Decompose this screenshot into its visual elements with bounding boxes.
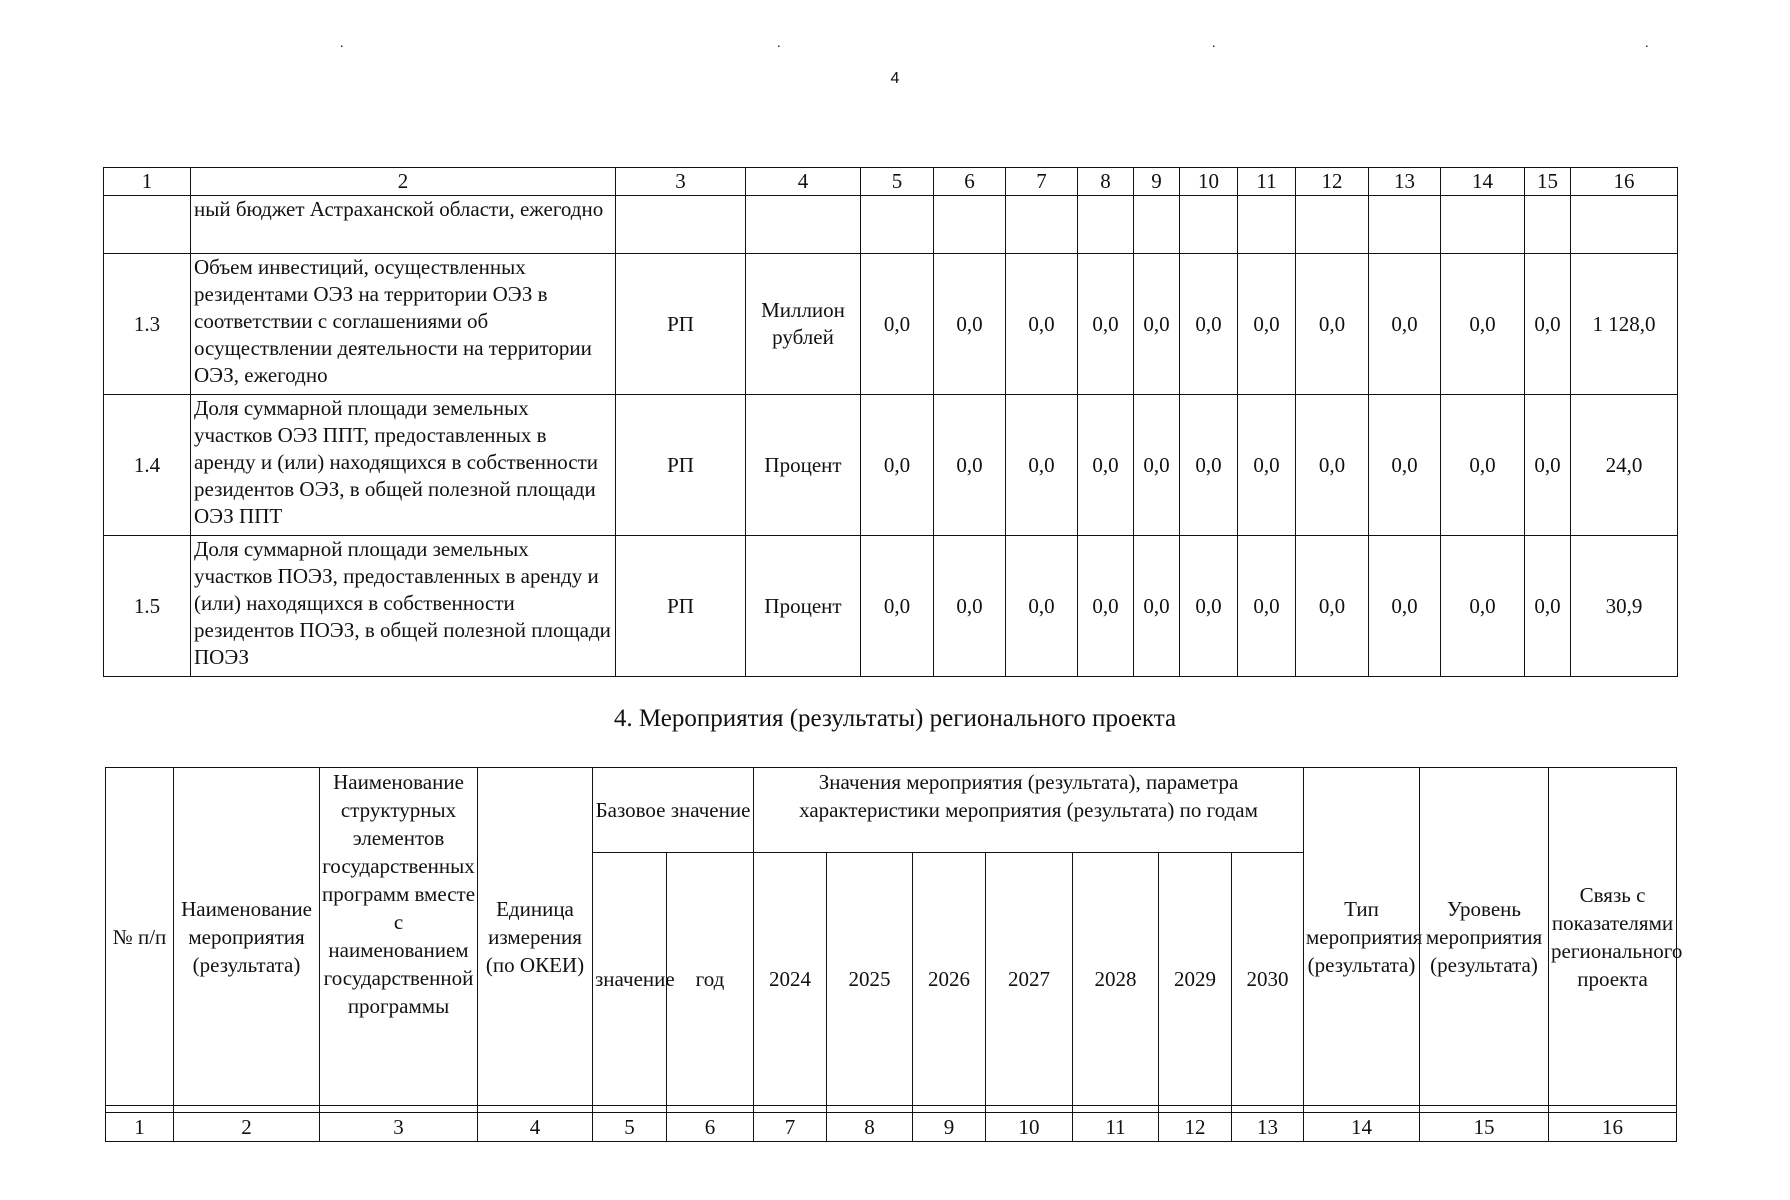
header-structural-elements: Наименование структурных элементов государственных программ вместе с наименованием государственной программы [320,768,478,1106]
indicator-value: 0,0 [1134,536,1180,677]
indicator-value: 0,0 [1296,254,1369,395]
indicator-value: 0,0 [1006,536,1078,677]
indicator-value: 0,0 [861,254,934,395]
indicator-value: 0,0 [1006,254,1078,395]
column-number: 7 [1006,168,1078,196]
indicator-value: 0,0 [1296,395,1369,536]
indicator-value [1441,196,1525,254]
indicator-value [1571,196,1678,254]
header-year: 2025 [827,853,913,1106]
indicator-value: 0,0 [1180,395,1238,536]
column-number: 3 [320,1113,478,1142]
column-number: 15 [1420,1113,1549,1142]
column-number: 12 [1159,1113,1232,1142]
column-number: 16 [1549,1113,1677,1142]
indicator-value: 0,0 [934,254,1006,395]
column-number: 2 [174,1113,320,1142]
column-number: 5 [861,168,934,196]
column-number: 11 [1238,168,1296,196]
indicator-value [1078,196,1134,254]
column-number: 9 [913,1113,986,1142]
indicator-name: Объем инвестиций, осуществленных резидентами ОЭЗ на территории ОЭЗ в соответствии с соглашениями об осуществлении деятельности на территории ОЭЗ, ежегодно [191,254,616,395]
indicator-value: 0,0 [1525,395,1571,536]
indicator-name: Доля суммарной площади земельных участков ОЭЗ ППТ, предоставленных в аренду и (или) находящихся в собственности резидентов ОЭЗ, в общей полезной площади ОЭЗ ППТ [191,395,616,536]
indicator-level: РП [616,254,746,395]
section-title: 4. Мероприятия (результаты) регионального проекта [613,705,1177,732]
indicator-unit: Процент [746,395,861,536]
column-number: 4 [478,1113,593,1142]
column-number: 8 [827,1113,913,1142]
indicator-value: 0,0 [934,395,1006,536]
column-number: 13 [1369,168,1441,196]
header-year: 2027 [986,853,1073,1106]
indicator-value: 0,0 [934,536,1006,677]
indicator-value: 0,0 [1238,395,1296,536]
column-number: 4 [746,168,861,196]
column-number: 6 [667,1113,754,1142]
indicator-value [1238,196,1296,254]
column-number: 16 [1571,168,1678,196]
scan-dot: . [1645,36,1649,51]
indicator-value [861,196,934,254]
indicator-value: 0,0 [1006,395,1078,536]
column-number-row [106,1113,1677,1142]
header-year: 2030 [1232,853,1304,1106]
header-year: 2029 [1159,853,1232,1106]
scan-dot: . [1212,36,1216,51]
column-number: 11 [1073,1113,1159,1142]
indicator-value: 0,0 [1296,536,1369,677]
indicator-value: 0,0 [1134,254,1180,395]
header-year: 2024 [754,853,827,1106]
column-number: 15 [1525,168,1571,196]
indicator-value [1296,196,1369,254]
indicator-value: 0,0 [1134,395,1180,536]
table-row [104,254,1678,395]
events-table [105,767,1683,1142]
indicator-value: 0,0 [1180,536,1238,677]
header-base-value-value: значение [593,853,667,1106]
indicator-value [934,196,1006,254]
indicator-value: 0,0 [1441,254,1525,395]
column-number: 14 [1441,168,1525,196]
header-unit: Единица измерения (по ОКЕИ) [478,768,593,1106]
indicator-value: 0,0 [1369,254,1441,395]
table-row [104,196,1678,254]
table-row [104,395,1678,536]
indicator-level: РП [616,395,746,536]
header-values-by-year: Значения мероприятия (результата), параметра характеристики мероприятия (результата) по годам [754,768,1304,853]
indicator-value: 0,0 [1525,254,1571,395]
spacer-row [106,1106,1677,1113]
header-event-name: Наименование мероприятия (результата) [174,768,320,1106]
indicator-value [1180,196,1238,254]
indicator-value: 0,0 [1078,254,1134,395]
header-event-type: Тип мероприятия (результата) [1304,768,1420,1106]
indicator-level [616,196,746,254]
indicator-unit [746,196,861,254]
column-number: 5 [593,1113,667,1142]
column-number: 1 [104,168,191,196]
header-indicator-link: Связь с показателями регионального проекта [1549,768,1677,1106]
column-number-row [104,168,1678,196]
indicator-value: 0,0 [1238,536,1296,677]
row-number: 1.5 [104,536,191,677]
indicator-name: ный бюджет Астраханской области, ежегодно [191,196,616,254]
indicator-value [1006,196,1078,254]
indicator-value: 0,0 [1180,254,1238,395]
header-row [106,768,1677,853]
column-number: 3 [616,168,746,196]
header-year: 2028 [1073,853,1159,1106]
scan-dot: . [340,36,344,51]
column-number: 10 [986,1113,1073,1142]
indicator-value [1369,196,1441,254]
column-number: 14 [1304,1113,1420,1142]
indicator-value: 0,0 [1441,536,1525,677]
indicator-value: 0,0 [1369,536,1441,677]
indicator-level: РП [616,536,746,677]
column-number: 6 [934,168,1006,196]
indicator-name: Доля суммарной площади земельных участков ПОЭЗ, предоставленных в аренду и (или) находящихся в собственности резидентов ПОЭЗ, в общей полезной площади ПОЭЗ [191,536,616,677]
indicators-table [103,167,1678,677]
header-event-level: Уровень мероприятия (результата) [1420,768,1549,1106]
indicator-value: 0,0 [1078,395,1134,536]
indicator-value: 0,0 [1441,395,1525,536]
indicator-value: 0,0 [1525,536,1571,677]
row-number [104,196,191,254]
header-year: 2026 [913,853,986,1106]
header-num: № п/п [106,768,174,1106]
page-number: 4 [890,70,900,87]
indicator-value: 1 128,0 [1571,254,1678,395]
indicator-unit: Процент [746,536,861,677]
indicator-value [1134,196,1180,254]
table-row [104,536,1678,677]
row-number: 1.4 [104,395,191,536]
column-number: 10 [1180,168,1238,196]
indicator-value [1525,196,1571,254]
column-number: 9 [1134,168,1180,196]
column-number: 8 [1078,168,1134,196]
indicator-value: 0,0 [1078,536,1134,677]
indicator-value: 30,9 [1571,536,1678,677]
header-base-value: Базовое значение [593,768,754,853]
column-number: 13 [1232,1113,1304,1142]
column-number: 1 [106,1113,174,1142]
column-number: 2 [191,168,616,196]
indicator-value: 0,0 [1238,254,1296,395]
row-number: 1.3 [104,254,191,395]
indicator-value: 0,0 [861,395,934,536]
scan-dot: . [777,36,781,51]
indicator-value: 0,0 [861,536,934,677]
column-number: 7 [754,1113,827,1142]
column-number: 12 [1296,168,1369,196]
header-base-value-year: год [667,853,754,1106]
indicator-value: 0,0 [1369,395,1441,536]
indicator-unit: Миллион рублей [746,254,861,395]
indicator-value: 24,0 [1571,395,1678,536]
